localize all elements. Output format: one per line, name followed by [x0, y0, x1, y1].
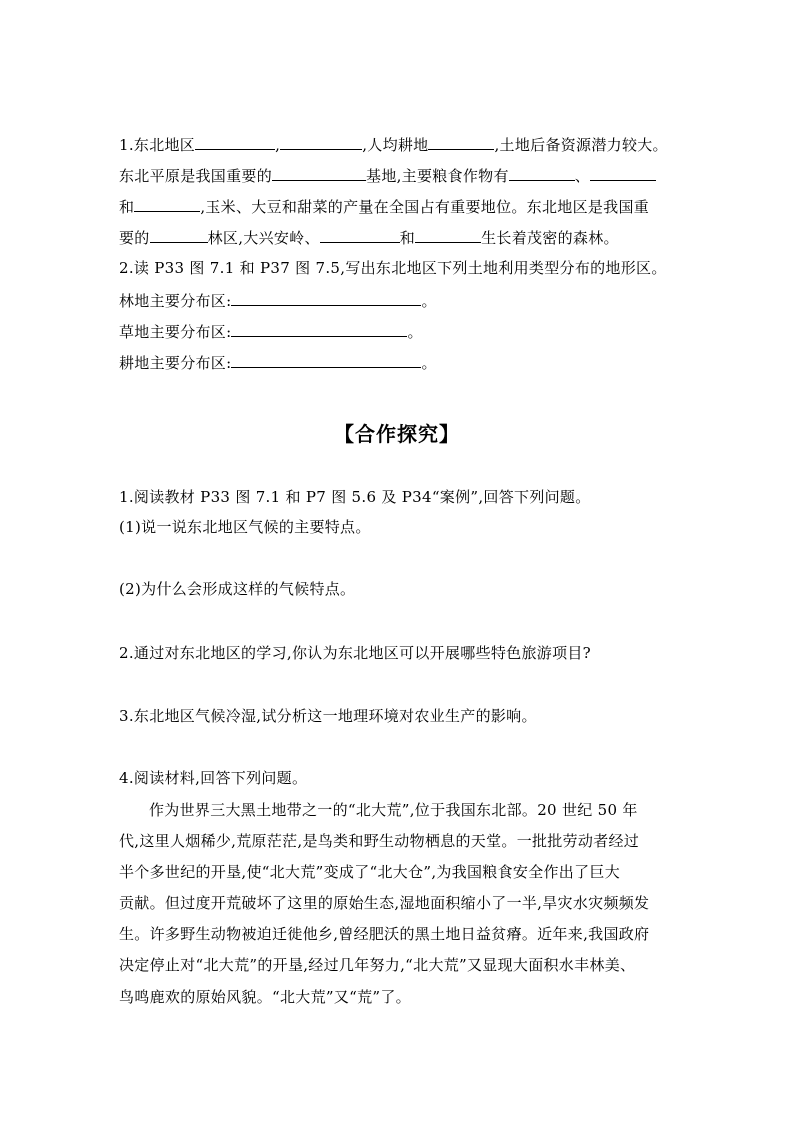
- text: 生长着茂密的森林。: [481, 229, 619, 247]
- text: ,: [275, 136, 281, 154]
- section-heading: 【合作探究】: [334, 422, 460, 446]
- explore-q2: 2.通过对东北地区的学习,你认为东北地区可以开展哪些特色旅游项目?: [119, 644, 592, 662]
- q1-line-1: [119, 134, 668, 155]
- text: ,人均耕地: [362, 136, 429, 154]
- text: 和: [399, 229, 416, 247]
- text: 林地主要分布区:: [119, 292, 232, 310]
- text: 林区,大兴安岭、: [207, 229, 320, 247]
- explore-q1: 1.阅读教材 P33 图 7.1 和 P7 图 5.6 及 P34“案例”,回答下列问题。: [119, 488, 591, 506]
- explore-q1a: (1)说一说东北地区气候的主要特点。: [119, 518, 371, 536]
- material-paragraph-line: 作为世界三大黑土地带之一的“北大荒”,位于我国东北部。20 世纪 50 年: [149, 801, 638, 819]
- material-paragraph-line: 鸟鸣鹿欢的原始风貌。“北大荒”又“荒”了。: [119, 988, 411, 1006]
- material-paragraph-line: 代,这里人烟稀少,荒原茫茫,是鸟类和野生动物栖息的天堂。一批批劳动者经过: [119, 832, 640, 850]
- forest-line: [119, 290, 437, 311]
- answer-blank[interactable]: [280, 134, 362, 150]
- text: ,玉米、大豆和甜菜的产量在全国占有重要地位。东北地区是我国重: [200, 198, 650, 216]
- text: 1.东北地区: [119, 136, 196, 154]
- text: 草地主要分布区:: [119, 323, 232, 341]
- explore-q4: 4.阅读材料,回答下列问题。: [119, 769, 308, 787]
- text: 要的: [119, 229, 150, 247]
- answer-blank[interactable]: [428, 134, 494, 150]
- answer-blank[interactable]: [415, 227, 481, 243]
- answer-blank[interactable]: [231, 321, 407, 337]
- answer-blank[interactable]: [272, 165, 366, 181]
- text: 。: [407, 323, 423, 341]
- answer-blank[interactable]: [231, 290, 421, 306]
- answer-blank[interactable]: [320, 227, 400, 243]
- explore-q1b: (2)为什么会形成这样的气候特点。: [119, 580, 356, 598]
- text: 基地,主要粮食作物有: [366, 167, 509, 185]
- answer-blank[interactable]: [231, 352, 421, 368]
- text: 耕地主要分布区:: [119, 354, 232, 372]
- answer-blank[interactable]: [195, 134, 275, 150]
- q1-line-2: [119, 165, 656, 186]
- answer-blank[interactable]: [590, 165, 656, 181]
- q1-line-4: [119, 227, 619, 248]
- text: 和: [119, 198, 135, 216]
- text: 、: [574, 167, 591, 185]
- grass-line: [119, 321, 423, 342]
- q2-line: 2.读 P33 图 7.1 和 P37 图 7.5,写出东北地区下列土地利用类型分布的地形区。: [119, 259, 667, 277]
- material-paragraph-line: 生。许多野生动物被迫迁徙他乡,曾经肥沃的黑土地日益贫瘠。近年来,我国政府: [119, 925, 650, 943]
- answer-blank[interactable]: [509, 165, 575, 181]
- material-paragraph-line: 决定停止对“北大荒”的开垦,经过几年努力,“北大荒”又显现大面积水丰林美、: [119, 956, 636, 974]
- text: 。: [421, 354, 437, 372]
- q1-line-3: [119, 196, 649, 217]
- answer-blank[interactable]: [150, 227, 208, 243]
- text: 。: [421, 292, 437, 310]
- material-paragraph-line: 半个多世纪的开垦,使“北大荒”变成了“北大仓”,为我国粮食安全作出了巨大: [119, 863, 621, 881]
- farm-line: [119, 352, 437, 373]
- material-paragraph-line: 贡献。但过度开荒破坏了这里的原始生态,湿地面积缩小了一半,旱灾水灾频频发: [119, 894, 650, 912]
- answer-blank[interactable]: [134, 196, 200, 212]
- text: 东北平原是我国重要的: [119, 167, 273, 185]
- text: ,土地后备资源潜力较大。: [494, 136, 668, 154]
- explore-q3: 3.东北地区气候冷湿,试分析这一地理环境对农业生产的影响。: [119, 707, 537, 725]
